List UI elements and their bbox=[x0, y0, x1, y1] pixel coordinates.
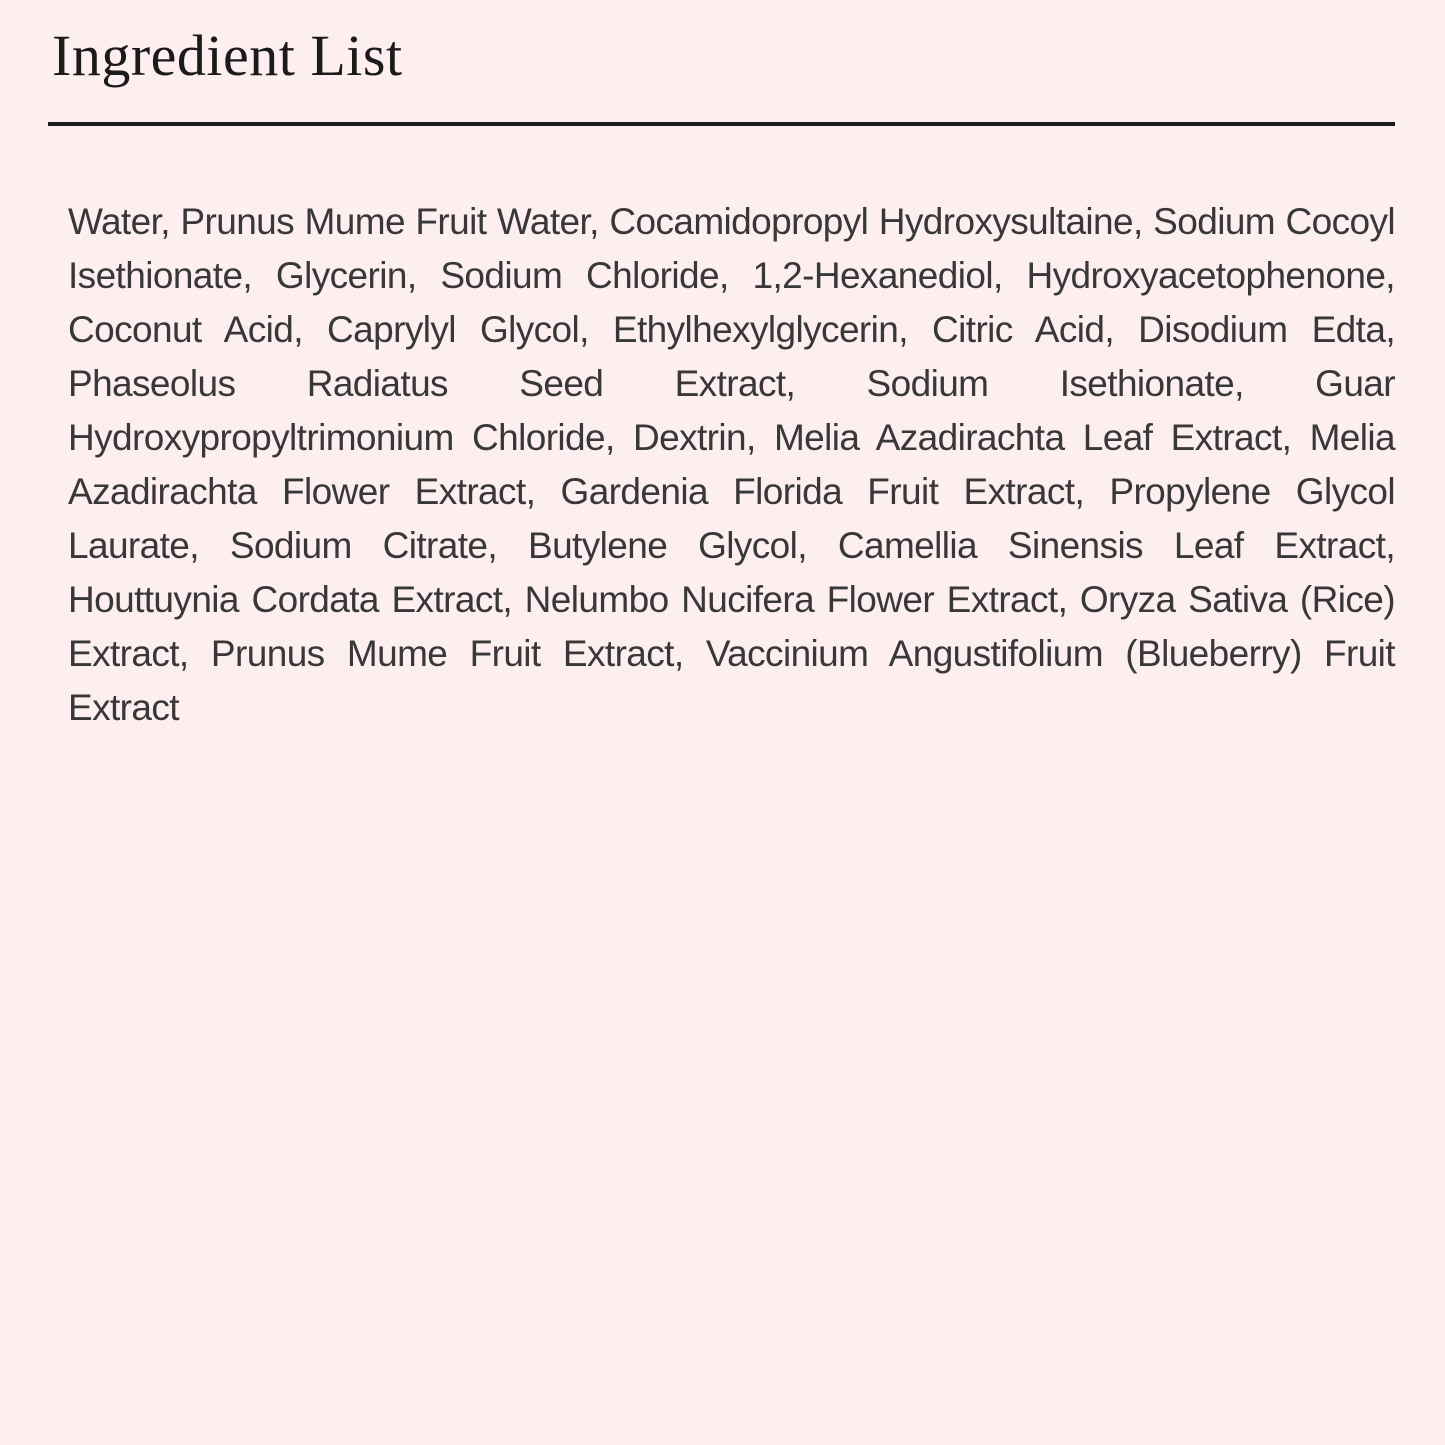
title-divider bbox=[48, 122, 1395, 126]
ingredients-text: Water, Prunus Mume Fruit Water, Cocamidopropyl Hydroxysultaine, Sodium Cocoyl Isethionate, Glycerin, Sodium Chloride, 1,2-Hexanediol, Hydroxyacetophenone, Coconut Acid, Caprylyl Glycol, Ethylhexylglycerin, Citric Acid, Disodium Edta, Phaseolus Radiatus Seed Extract, Sodium Isethionate, Guar Hydroxypropyltrimonium Chloride, Dextrin, Melia Azadirachta Leaf Extract, Melia Azadirachta Flower Extract, Gardenia Florida Fruit Extract, Propylene Glycol Laurate, Sodium Citrate, Butylene Glycol, Camellia Sinensis Leaf Extract, Houttuynia Cordata Extract, Nelumbo Nucifera Flower Extract, Oryza Sativa (Rice) Extract, Prunus Mume Fruit Extract, Vaccinium Angustifolium (Blueberry) Fruit Extract bbox=[68, 201, 1395, 728]
page-title: Ingredient List bbox=[52, 23, 403, 88]
